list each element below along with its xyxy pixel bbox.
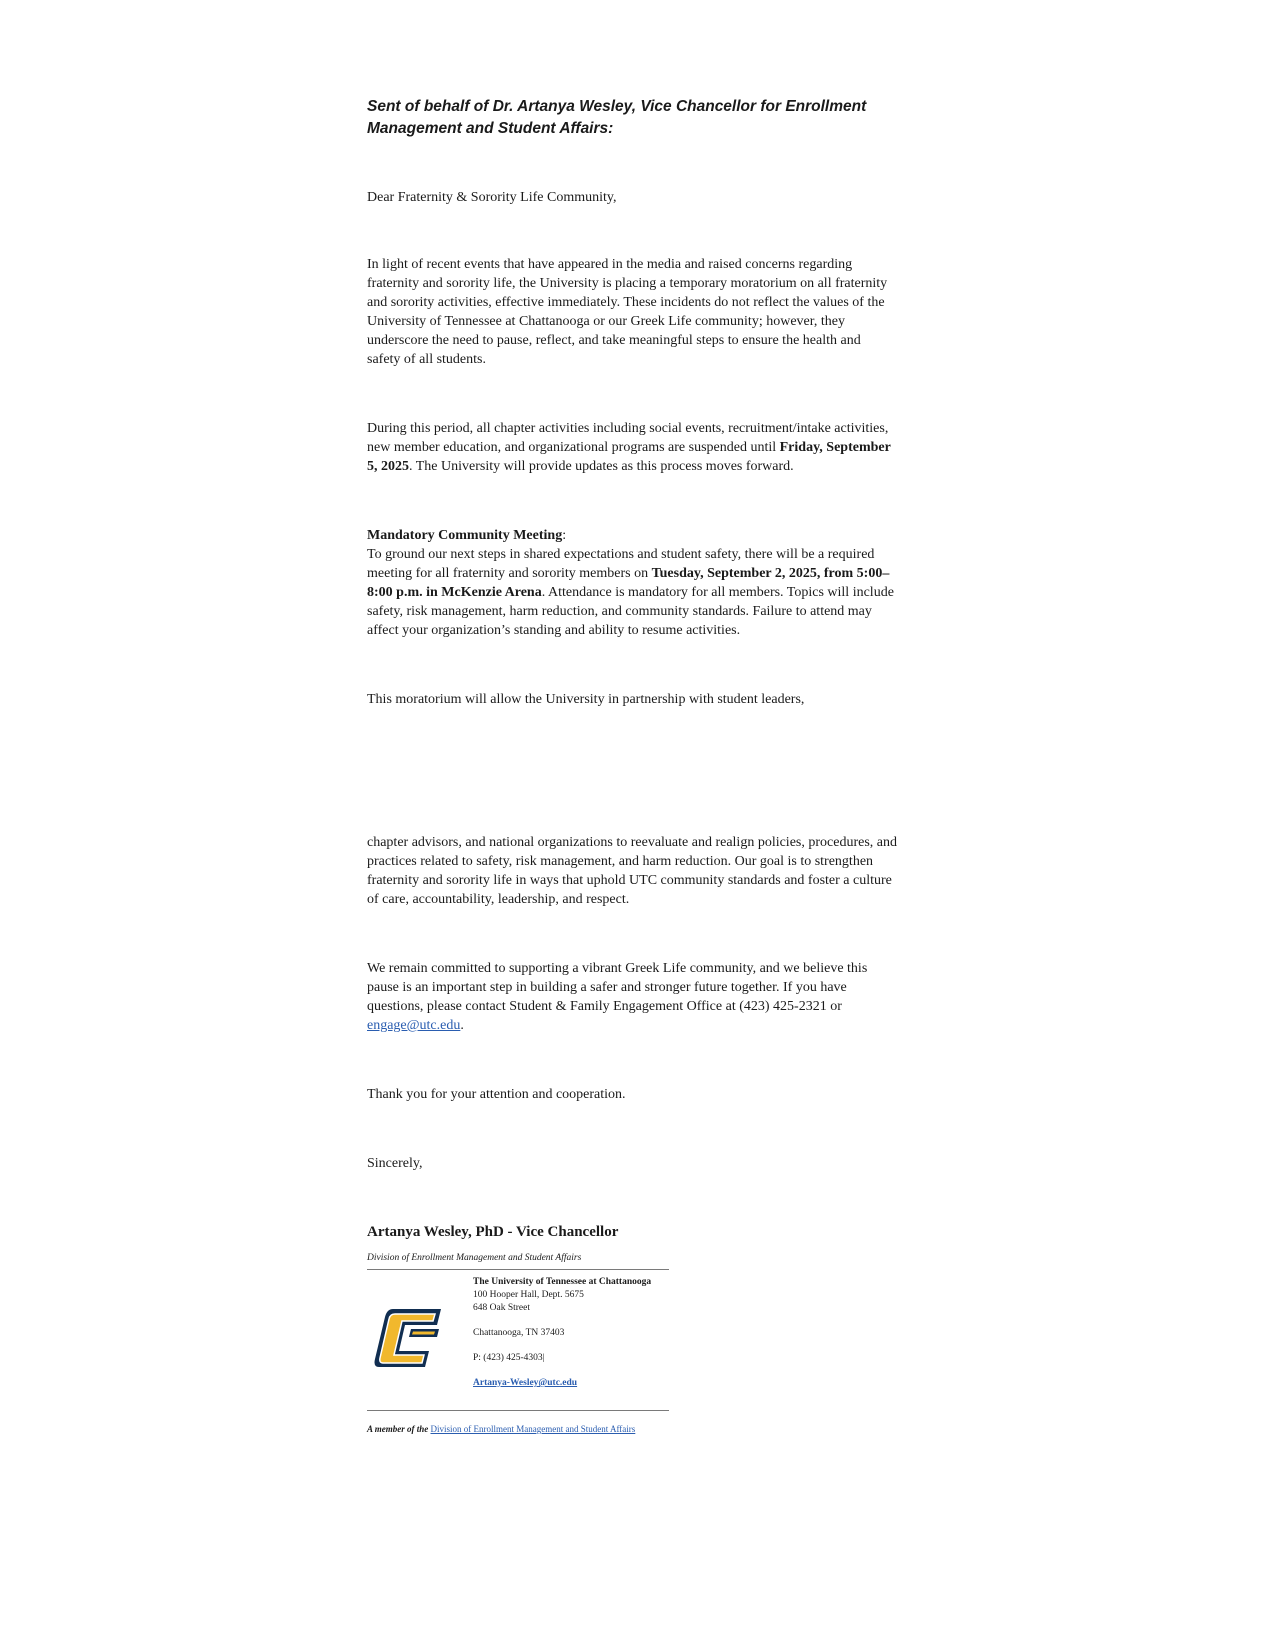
meeting-heading-suffix: :	[562, 528, 567, 543]
commitment-text-after: .	[460, 1018, 464, 1033]
signature-contact-info	[473, 1276, 651, 1404]
suspension-end-date: Friday, September 5, 2025	[367, 440, 891, 474]
signature-org: The University of Tennessee at Chattanooga	[473, 1277, 652, 1287]
meeting-text-before: To ground our next steps in shared expectations and student safety, there will be a required meeting for all fraternity and sorority members on	[367, 547, 875, 581]
meeting-heading: Mandatory Community Meeting	[367, 528, 563, 543]
engage-email-link[interactable]: engage@utc.edu	[367, 1018, 461, 1033]
footer-division-link[interactable]: Division of Enrollment Management and Student Affairs	[430, 1424, 636, 1434]
signature-name: Artanya Wesley, PhD - Vice Chancellor	[367, 1224, 619, 1240]
paragraph-moratorium-purpose-start: This moratorium will allow the University in partnership with student leaders,	[367, 692, 805, 707]
meeting-date-location: Tuesday, September 2, 2025, from 5:00–8:00 p.m. in McKenzie Arena	[367, 566, 890, 600]
commitment-text-before: We remain committed to supporting a vibrant Greek Life community, and we believe this pause is an important step in building a safer and stronger future together. If you have questions, please contact Student & Family Engagement Office at (423) 425-2321 or	[367, 961, 868, 1014]
signature-address-line1: 100 Hooper Hall, Dept. 5675	[473, 1290, 584, 1300]
email-document	[367, 96, 897, 1435]
signature-footer	[367, 1423, 897, 1435]
paragraph-commitment-contact	[367, 959, 897, 1035]
signature-phone: P: (423) 425-4303|	[473, 1353, 545, 1363]
utc-c-logo-icon	[371, 1307, 445, 1373]
signature-block	[367, 1276, 669, 1411]
meeting-text-after: . Attendance is mandatory for all members. Topics will include safety, risk management, harm reduction, and community standards. Failure to attend may affect your organization’s standing and ability to resume activities.	[367, 585, 894, 638]
signature-address-line2: 648 Oak Street	[473, 1303, 530, 1313]
paragraph-moratorium-purpose-continued: chapter advisors, and national organizations to reevaluate and realign policies, procedures, and practices related to safety, risk management, and harm reduction. Our goal is to strengthen fraternity and sorority life in ways that uphold UTC community standards and foster a culture of care, accountability, leadership, and respect.	[367, 835, 897, 907]
paragraph-moratorium-announcement: In light of recent events that have appeared in the media and raised concerns regarding fraternity and sorority life, the University is placing a temporary moratorium on all fraternity and sorority activities, effective immediately. These incidents do not reflect the values of the University of Tennessee at Chattanooga or our Greek Life community; however, they underscore the need to pause, reflect, and take meaningful steps to ensure the health and safety of all students.	[367, 257, 888, 367]
paragraph-community-meeting	[367, 526, 897, 640]
signature-division: Division of Enrollment Management and Student Affairs	[367, 1252, 669, 1270]
suspension-text-before: During this period, all chapter activities including social events, recruitment/intake activities, new member education, and organizational programs are suspended until	[367, 421, 889, 455]
signature-email-link[interactable]: Artanya-Wesley@utc.edu	[473, 1378, 578, 1388]
closing-sincerely: Sincerely,	[367, 1156, 423, 1171]
greeting: Dear Fraternity & Sorority Life Community,	[367, 190, 617, 205]
thanks-line: Thank you for your attention and cooperation.	[367, 1087, 626, 1102]
suspension-text-after: . The University will provide updates as this process moves forward.	[409, 459, 794, 474]
paragraph-suspension-period	[367, 419, 897, 476]
sent-on-behalf-header: Sent of behalf of Dr. Artanya Wesley, Vice Chancellor for Enrollment Management and Student Affairs:	[367, 98, 867, 137]
signature-city: Chattanooga, TN 37403	[473, 1328, 565, 1338]
footer-lead: A member of the	[367, 1424, 429, 1434]
utc-logo	[367, 1276, 473, 1404]
